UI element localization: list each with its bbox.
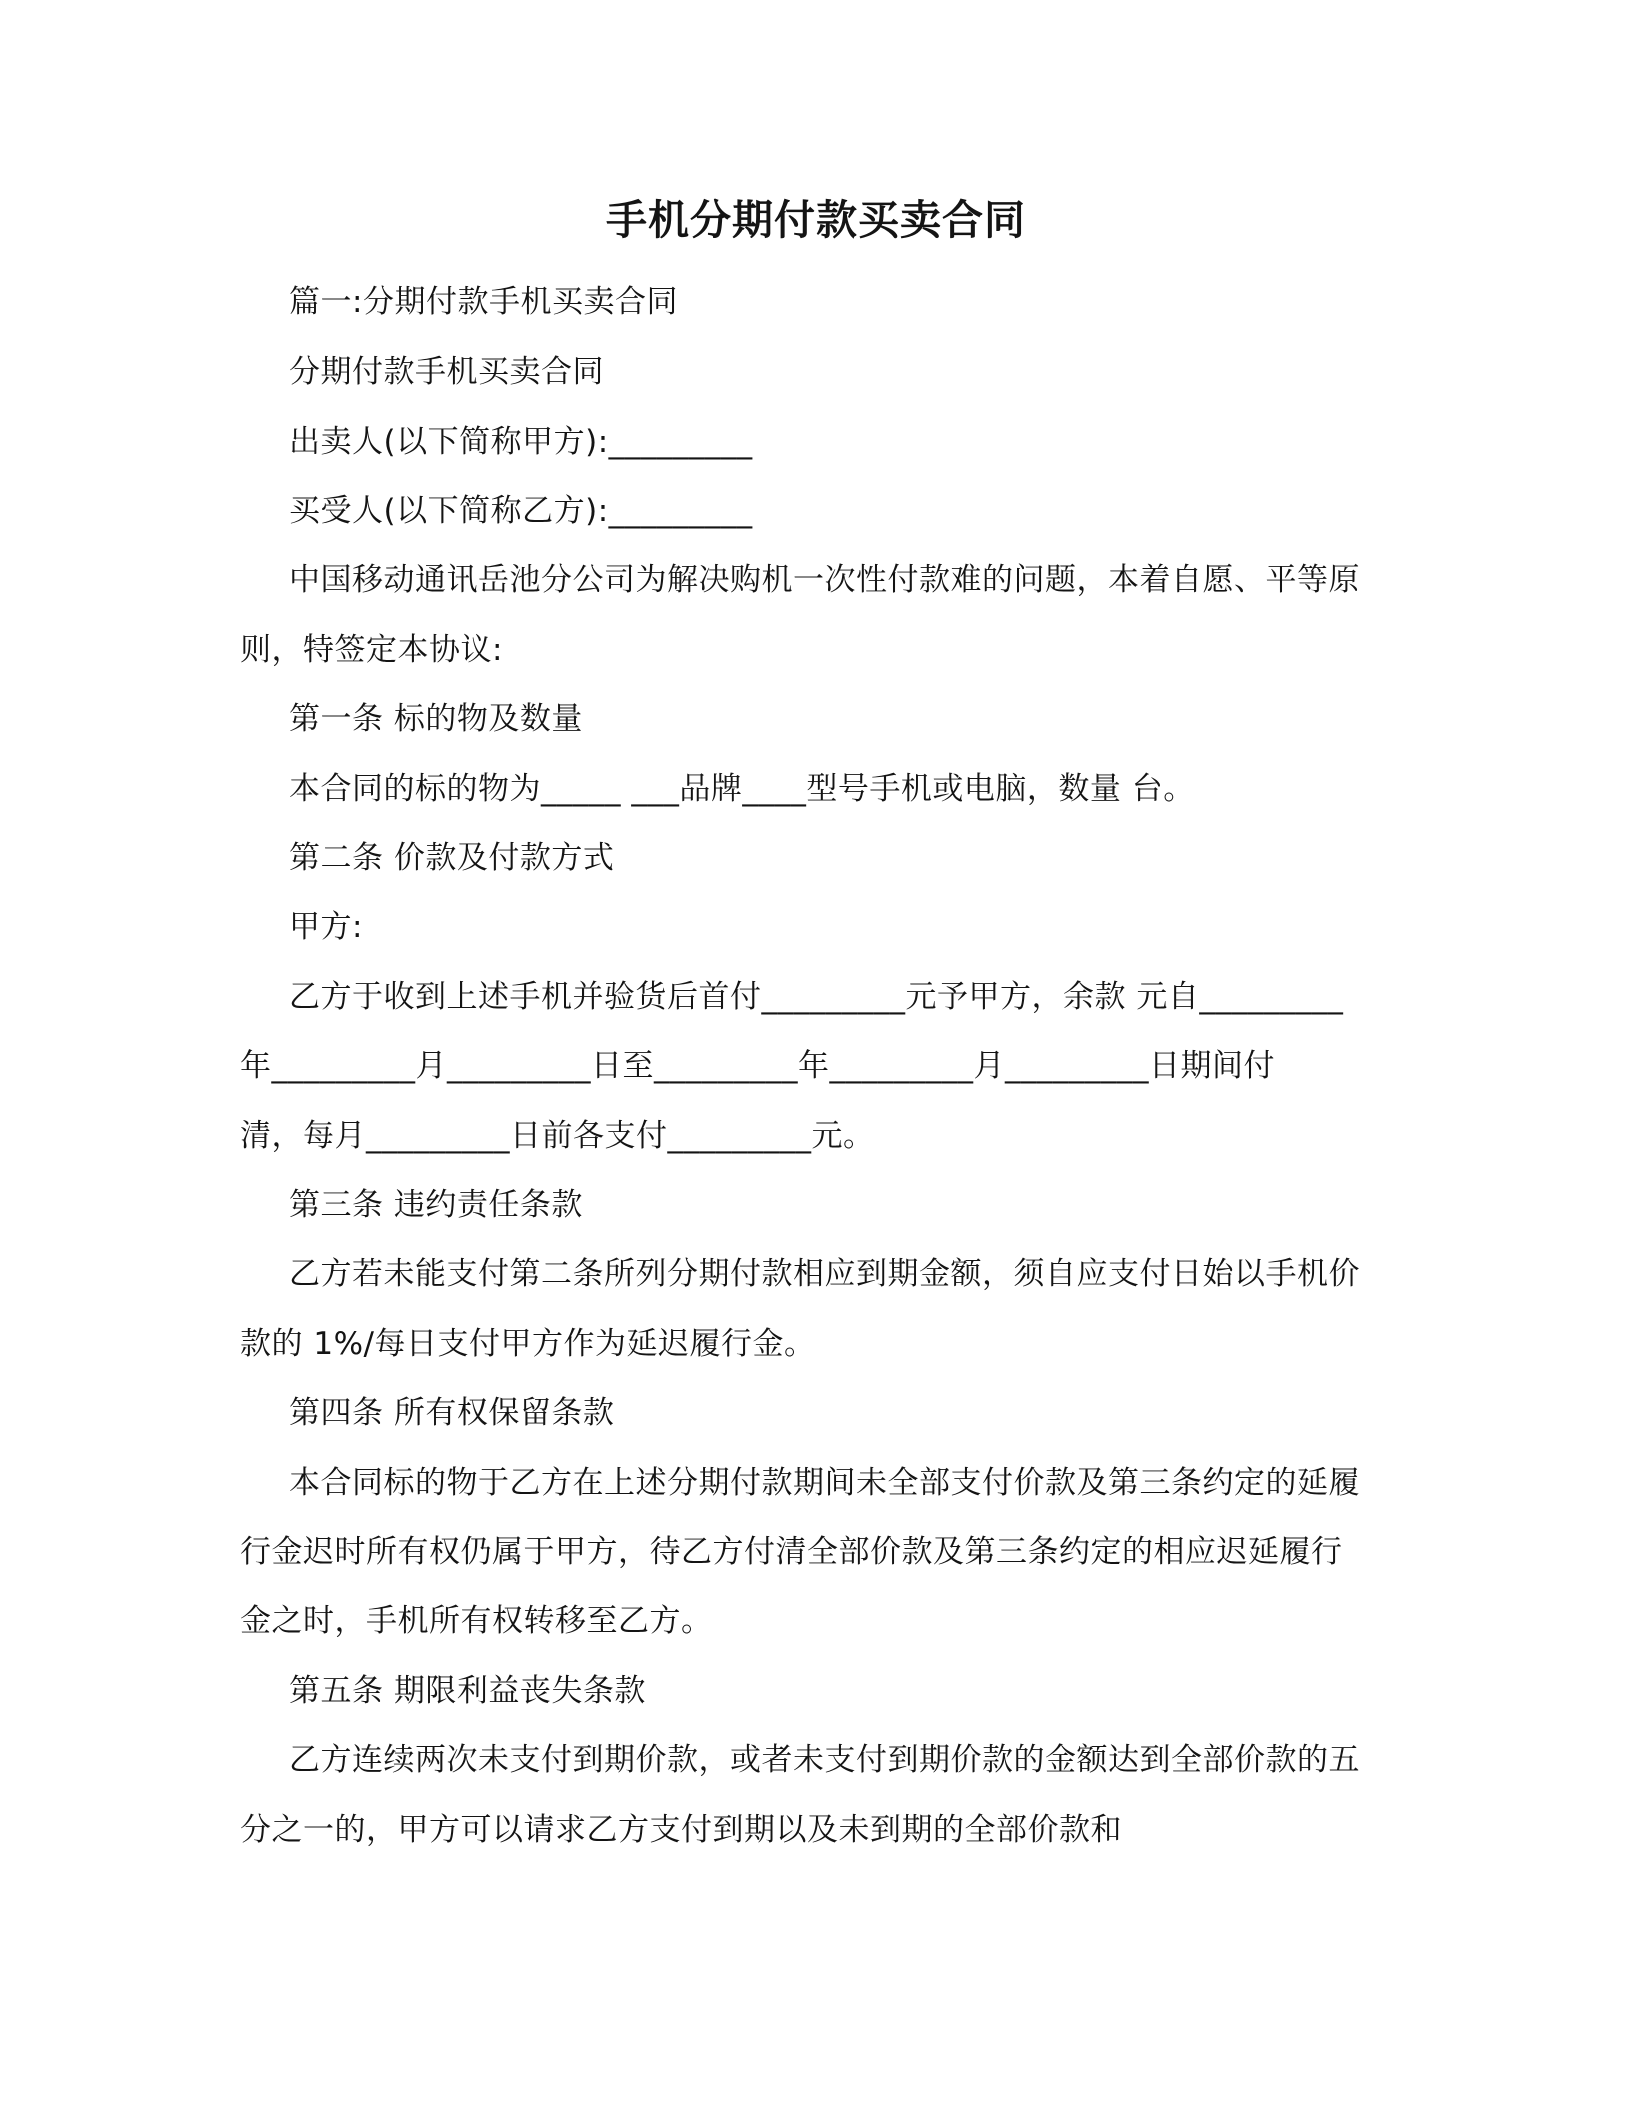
contract-subtitle: 分期付款手机买卖合同	[289, 354, 604, 390]
buyer-line: 买受人(以下简称乙方):_________	[289, 493, 753, 529]
article-heading: 第一条 标的物及数量	[289, 701, 583, 737]
paragraph-line: 本合同的标的物为_____ ___品牌____型号手机或电脑，数量 台。	[289, 771, 1195, 807]
article-heading: 第三条 违约责任条款	[289, 1187, 583, 1223]
paragraph-line: 乙方若未能支付第二条所列分期付款相应到期金额，须自应支付日始以手机价	[289, 1256, 1360, 1292]
section-heading: 篇一:分期付款手机买卖合同	[289, 284, 678, 320]
paragraph-line: 金之时，手机所有权转移至乙方。	[240, 1603, 713, 1639]
document-title: 手机分期付款买卖合同	[606, 196, 1026, 244]
paragraph-line: 行金迟时所有权仍属于甲方，待乙方付清全部价款及第三条约定的相应迟延履行	[240, 1534, 1343, 1570]
paragraph-line: 则，特签定本协议:	[240, 632, 503, 668]
paragraph-line: 乙方连续两次未支付到期价款，或者未支付到期价款的金额达到全部价款的五	[289, 1742, 1360, 1778]
paragraph-line: 本合同标的物于乙方在上述分期付款期间未全部支付价款及第三条约定的延履	[289, 1465, 1360, 1501]
seller-line: 出卖人(以下简称甲方):_________	[289, 424, 753, 460]
article-heading: 第二条 价款及付款方式	[289, 840, 615, 876]
paragraph-line: 分之一的，甲方可以请求乙方支付到期以及未到期的全部价款和	[240, 1812, 1122, 1848]
paragraph-line: 甲方:	[289, 909, 363, 945]
paragraph-line: 款的 1%/每日支付甲方作为延迟履行金。	[240, 1326, 816, 1362]
paragraph-line: 中国移动通讯岳池分公司为解决购机一次性付款难的问题，本着自愿、平等原	[289, 562, 1360, 598]
paragraph-line: 年_________月_________日至_________年_________月_________日期间付	[240, 1048, 1275, 1084]
paragraph-line: 乙方于收到上述手机并验货后首付_________元予甲方，余款 元自_________	[289, 979, 1344, 1015]
article-heading: 第五条 期限利益丧失条款	[289, 1673, 646, 1709]
article-heading: 第四条 所有权保留条款	[289, 1395, 615, 1431]
paragraph-line: 清，每月_________日前各支付_________元。	[240, 1118, 875, 1154]
